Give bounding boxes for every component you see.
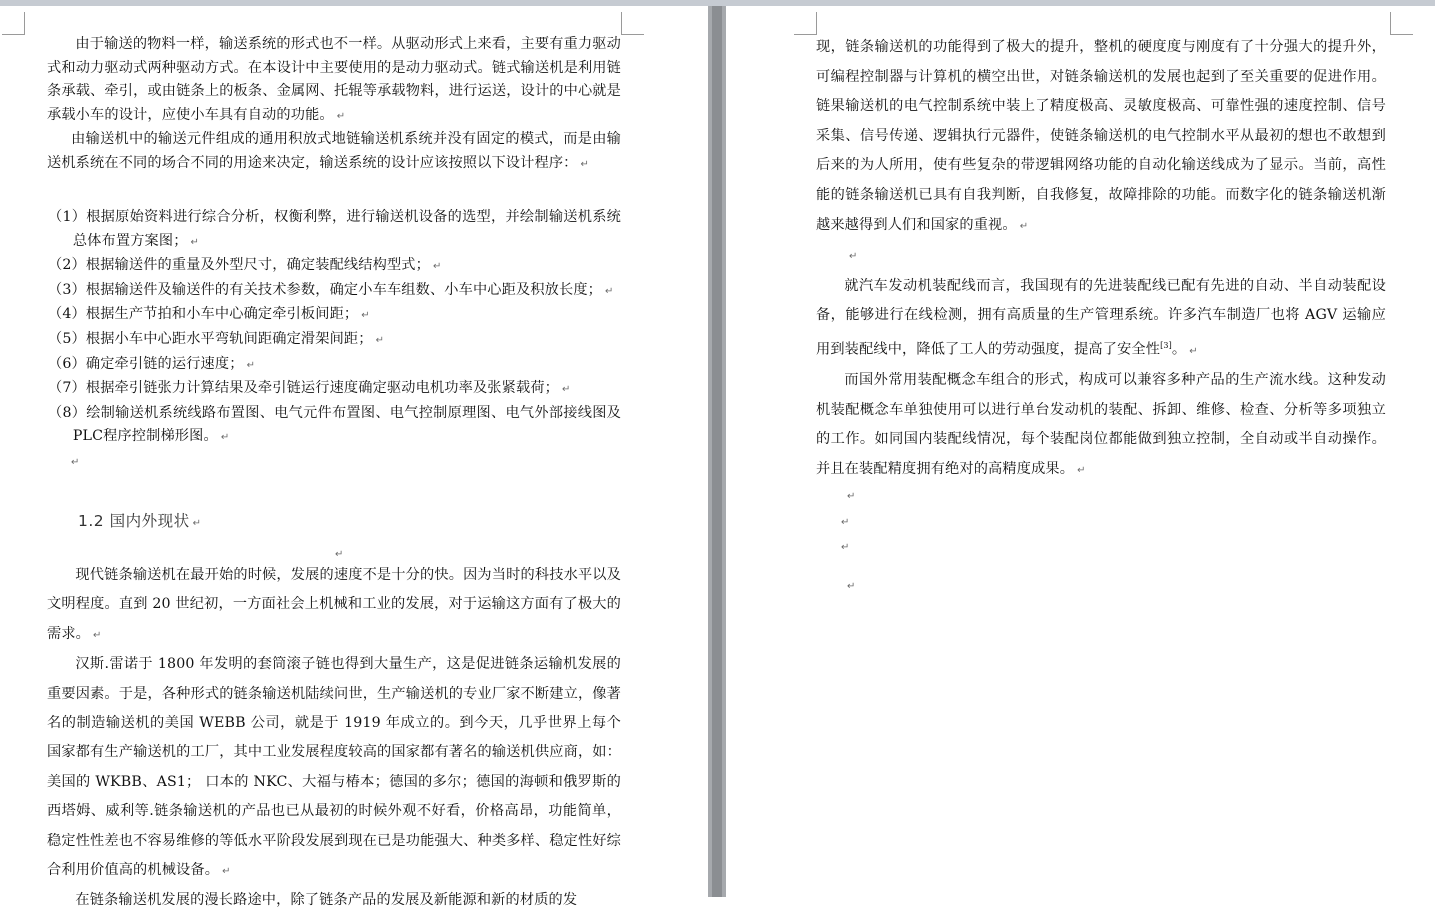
list-item[interactable]: （2）根据输送件的重量及外型尺寸，确定装配线结构型式； ↵ (48, 257, 442, 274)
paragraph-mark-icon: ↵ (1077, 465, 1086, 477)
paragraph[interactable]: 现代链条输送机在最开始的时候，发展的速度不是十分的快。因为当时的科技水平以及文明程度。直到 20 世纪初，一方面社会上机械和工业的发展，对于运输这方面有了极大的需求。 ↵ (47, 567, 621, 642)
page-gap-divider (708, 6, 726, 897)
text-block-right[interactable] (816, 33, 1386, 486)
margin-corner-mark (794, 12, 817, 35)
document-page-right[interactable] (726, 6, 1435, 897)
paragraph-mark-icon: ↵ (841, 517, 850, 528)
list-item[interactable]: （4）根据生产节拍和小车中心确定牵引板间距； ↵ (48, 306, 370, 323)
paragraph[interactable]: 由于输送的物料一样，输送系统的形式也不一样。从驱动形式上来看，主要有重力驱动式和动力驱动式两种驱动方式。在本设计中主要使用的是动力驱动式。链式输送机是利用链条承载、牵引，或由链条上的板条、金属网、托辊等承载物料，进行运送，设计的中心就是承载小车的设计，应使小车具有自动的功能。 ↵ (47, 36, 621, 123)
paragraph-mark-icon: ↵ (222, 866, 231, 878)
paragraph-mark-icon: ↵ (605, 285, 614, 297)
paragraph-mark-icon: ↵ (847, 491, 856, 502)
paragraph[interactable]: 就汽车发动机装配线而言，我国现有的先进装配线已配有先进的自动、半自动装配设备，能够进行在线检测，拥有高质量的生产管理系统。许多汽车制造厂也将 AGV 运输应用到装配线中，降低了工人的劳动强度，提高了安全性[3]。 ↵ (816, 277, 1386, 358)
list-item[interactable]: （5）根据小车中心距水平弯轨间距确定滑架间距； ↵ (48, 330, 385, 347)
list-item[interactable]: （1）根据原始资料进行综合分析，权衡利弊，进行输送机设备的选型，并绘制输送机系统总体布置方案图； ↵ (48, 209, 621, 249)
empty-paragraph[interactable] (332, 542, 343, 561)
paragraph[interactable]: 汉斯.雷诺于 1800 年发明的套筒滚子链也得到大量生产，这是促进链条运输机发展的重要因素。于是，各种形式的链条输送机陆续问世，生产输送机的专业厂家不断建立，像著名的制造输送机的美国 WEBB 公司，就是于 1919 年成立的。到今天，几乎世界上每个国家都有生产输送机的工厂，其中工业发展程度较高的国家都有著名的输送机供应商，如：美国的 WKBB、AS1； 口本的 NKC、大福与椿本；德国的多尔；德国的海顿和俄罗斯的西塔姆、威利等.链条输送机的产品也已从最初的时候外观不好看，价格高昂，功能简单，稳定性性差也不容易维修的等低水平阶段发展到现在已是功能强大、种类多样、稳定性好综合利用价值高的机械设备。 ↵ (47, 656, 621, 879)
list-item[interactable]: （6）确定牵引链的运行速度； ↵ (48, 355, 256, 372)
paragraph-mark-icon: ↵ (220, 432, 230, 444)
citation-reference[interactable]: [3] (1160, 340, 1172, 350)
paragraph-mark-icon: ↵ (71, 456, 80, 468)
paragraph-mark-icon: ↵ (336, 110, 346, 122)
design-steps-list[interactable] (48, 206, 621, 475)
margin-corner-mark (621, 12, 644, 35)
document-page-left[interactable] (0, 6, 708, 909)
paragraph-mark-icon: ↵ (375, 334, 385, 346)
paragraph-mark-icon: ↵ (93, 629, 102, 641)
paragraph-mark-icon: ↵ (841, 542, 850, 553)
section-heading[interactable]: 1.2 国内外现状 ↵ (78, 512, 202, 530)
paragraph[interactable]: 而国外常用装配概念车组合的形式，构成可以兼容多种产品的生产流水线。这种发动机装配概念车单独使用可以进行单台发动机的装配、拆卸、维修、检查、分析等多项独立的工作。如同国内装配线情况，每个装配岗位都能做到独立控制，全自动或半自动操作。并且在装配精度拥有绝对的高精度成果。 ↵ (816, 372, 1386, 478)
paragraph-mark-icon: ↵ (562, 384, 571, 396)
list-item[interactable]: （8）绘制输送机系统线路布置图、电气元件布置图、电气控制原理图、电气外部接线图及PLC程序控制梯形图。 ↵ (48, 404, 621, 445)
empty-paragraph[interactable] (816, 241, 1386, 272)
paragraph[interactable]: 现，链条输送机的功能得到了极大的提升，整机的硬度度与刚度有了十分强大的提升外，可编程控制器与计算机的横空出世，对链条输送机的发展也起到了至关重要的促进作用。链果输送机的电气控制系统中装上了精度极高、灵敏度极高、可靠性强的速度控制、信号采集、信号传递、逻辑执行元器件，使链条输送机的电气控制水平从最初的想也不敢想到后来的为人所用，使有些复杂的带逻辑网络功能的自动化输送线成为了显示。当前，高性能的链条输送机已具有自我判断，自我修复，故障排除的功能。而数字化的链条输送机渐越来越得到人们和国家的重视。 ↵ (816, 39, 1386, 233)
empty-paragraph[interactable] (838, 535, 849, 554)
text-block-body[interactable] (47, 561, 621, 916)
margin-corner-mark (2, 12, 25, 35)
margin-corner-mark (1390, 12, 1413, 35)
paragraph-mark-icon: ↵ (190, 236, 200, 248)
list-item[interactable]: （7）根据牵引链张力计算结果及牵引链运行速度确定驱动电机功率及张紧载荷； ↵ (48, 380, 571, 397)
empty-paragraph[interactable] (838, 510, 849, 529)
paragraph-mark-icon: ↵ (361, 310, 370, 322)
text-block-top[interactable] (47, 33, 621, 177)
paragraph[interactable]: 在链条输送机发展的漫长路途中，除了链条产品的发展及新能源和新的材质的发 (75, 892, 578, 909)
empty-paragraph[interactable] (844, 484, 855, 503)
paragraph-mark-icon: ↵ (847, 581, 856, 592)
paragraph-mark-icon: ↵ (432, 261, 442, 273)
paragraph-mark-icon: ↵ (335, 549, 344, 560)
paragraph-mark-icon: ↵ (192, 518, 202, 529)
paragraph-mark-icon: ↵ (580, 158, 590, 170)
paragraph-mark-icon: ↵ (246, 359, 256, 371)
empty-paragraph[interactable] (844, 574, 855, 593)
paragraph-mark-icon: ↵ (849, 251, 858, 263)
list-item[interactable]: （3）根据输送件及输送件的有关技术参数，确定小车车组数、小车中心距及积放长度； ↵ (48, 281, 614, 298)
paragraph-mark-icon: ↵ (1189, 345, 1198, 357)
empty-paragraph[interactable] (48, 450, 621, 475)
paragraph-mark-icon: ↵ (1019, 220, 1029, 232)
paragraph[interactable]: 由输送机中的输送元件组成的通用积放式地链输送机系统并没有固定的模式，而是由输送机系统在不同的场合不同的用途来决定，输送系统的设计应该按照以下设计程序： ↵ (47, 131, 621, 171)
